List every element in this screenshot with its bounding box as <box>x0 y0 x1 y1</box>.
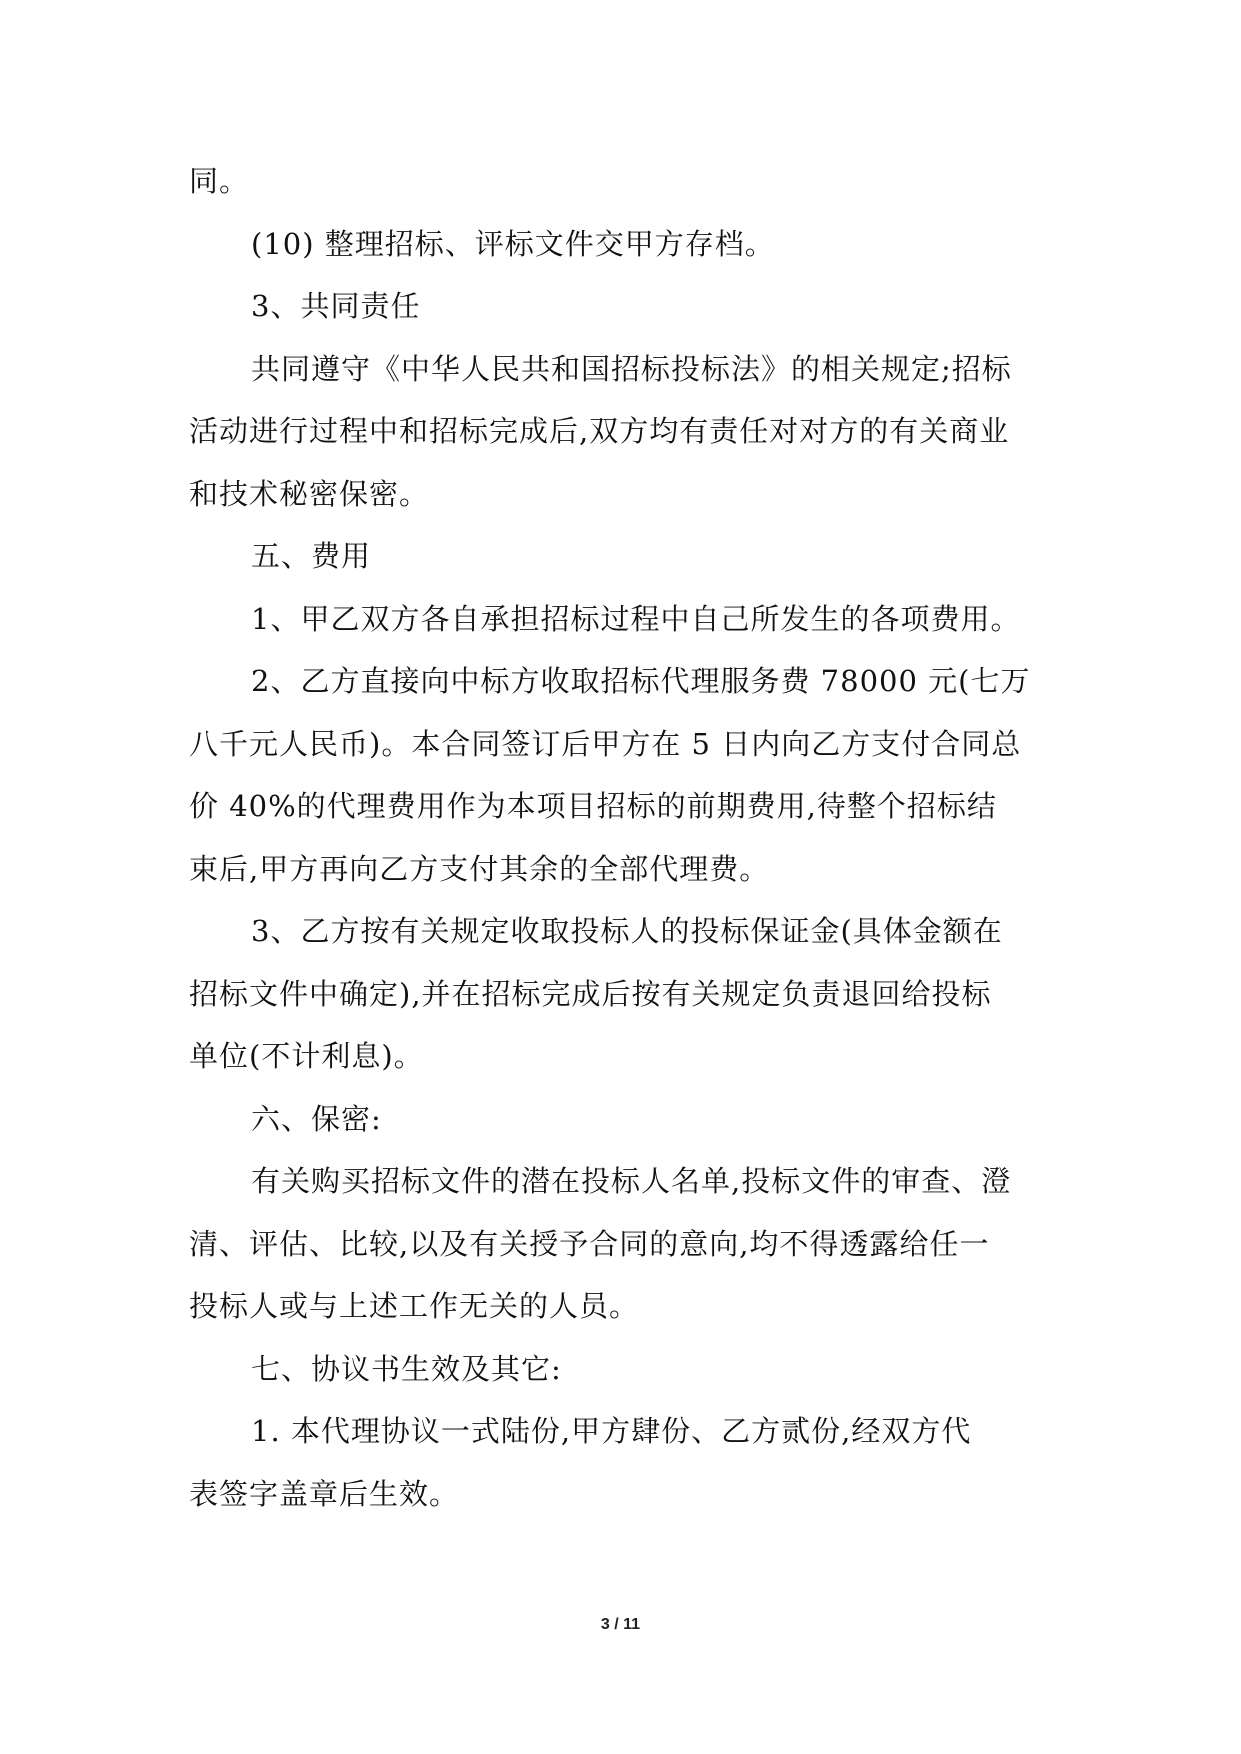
text-line: 共同遵守《中华人民共和国招标投标法》的相关规定;招标 <box>251 351 1012 386</box>
heading-fees <box>189 525 1059 588</box>
text-line: 七、协议书生效及其它: <box>251 1351 562 1386</box>
paragraph-fee-3 <box>189 900 1059 1088</box>
text-line: 价 40%的代理费用作为本项目招标的前期费用,待整个招标结 <box>189 789 997 823</box>
text-line: 清、评估、比较,以及有关授予合同的意向,均不得透露给任一 <box>189 1226 990 1261</box>
text-line: 2、乙方直接向中标方收取招标代理服务费 78000 元(七万 <box>251 664 1031 698</box>
text-line: 同。 <box>189 164 250 198</box>
text-line: 活动进行过程中和招标完成后,双方均有责任对对方的有关商业 <box>189 414 1010 448</box>
text-line: 3、共同责任 <box>251 289 421 323</box>
paragraph-effectiveness-1 <box>189 1400 1059 1525</box>
text-line: 招标文件中确定),并在招标完成后按有关规定负责退回给投标 <box>189 976 992 1011</box>
text-line: 束后,甲方再向乙方支付其余的全部代理费。 <box>189 851 770 886</box>
text-line: 八千元人民币)。本合同签订后甲方在 5 日内向乙方支付合同总 <box>189 726 1022 761</box>
paragraph-fee-1 <box>189 588 1059 651</box>
text-line: 1、甲乙双方各自承担招标过程中自己所发生的各项费用。 <box>251 601 1021 636</box>
paragraph-continuation <box>189 150 1059 213</box>
text-line: 单位(不计利息)。 <box>189 1039 424 1073</box>
page-number: 3 / 11 <box>600 1616 641 1633</box>
text-line: (10) 整理招标、评标文件交甲方存档。 <box>251 226 775 261</box>
text-line: 3、乙方按有关规定收取投标人的投标保证金(具体金额在 <box>251 914 1003 948</box>
paragraph-fee-2 <box>189 650 1059 900</box>
heading-confidentiality <box>189 1088 1059 1151</box>
paragraph-confidentiality <box>189 1150 1059 1338</box>
paragraph-shared-responsibility <box>189 338 1059 526</box>
text-line: 表签字盖章后生效。 <box>189 1476 460 1511</box>
text-line: 和技术秘密保密。 <box>189 476 430 511</box>
text-line: 有关购买招标文件的潜在投标人名单,投标文件的审查、澄 <box>251 1164 1012 1198</box>
text-line: 六、保密: <box>251 1101 382 1136</box>
heading-effectiveness <box>189 1338 1059 1401</box>
text-line: 投标人或与上述工作无关的人员。 <box>189 1289 640 1323</box>
document-body <box>189 150 1059 1525</box>
paragraph-item-10 <box>189 213 1059 276</box>
heading-shared-responsibility <box>189 275 1059 338</box>
text-line: 五、费用 <box>251 539 372 573</box>
text-line: 1. 本代理协议一式陆份,甲方肆份、乙方贰份,经双方代 <box>251 1414 972 1448</box>
